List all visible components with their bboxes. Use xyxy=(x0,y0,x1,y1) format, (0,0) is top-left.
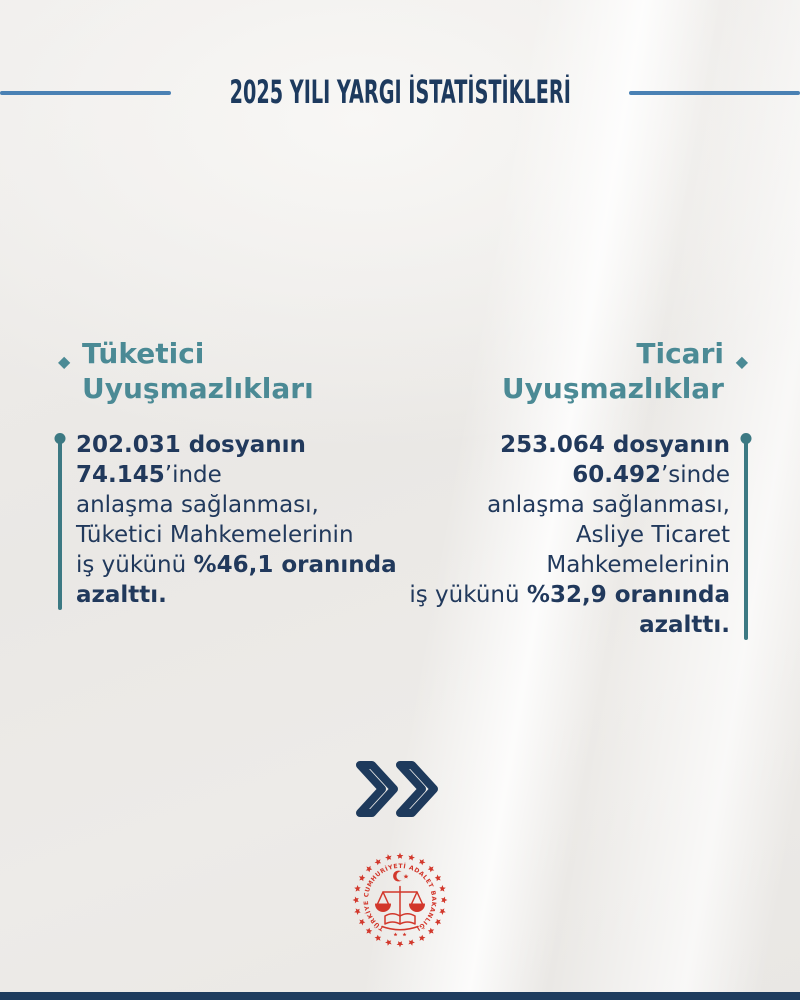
header-rule-left xyxy=(0,91,171,95)
stat-line: 253.064 dosyanın xyxy=(500,432,730,458)
stat-line: azalttı. xyxy=(639,612,730,638)
page-title: 2025 YILI YARGI İSTATİSTİKLERİ xyxy=(229,74,571,112)
commercial-title-line1: Ticari xyxy=(636,337,724,370)
stat-line: 74.145’inde xyxy=(76,462,222,488)
stat-line: azalttı. xyxy=(76,582,167,608)
consumer-stat-text xyxy=(76,430,398,610)
stat-line: Tüketici Mahkemelerinin xyxy=(76,522,354,548)
diamond-icon: ◆ xyxy=(735,352,748,371)
accent-line xyxy=(58,436,62,610)
crescent-star-icon xyxy=(393,871,408,882)
scales-of-justice-icon xyxy=(376,887,425,930)
header-rule-right xyxy=(629,91,800,95)
double-chevron-right-icon xyxy=(354,760,446,822)
consumer-stat-block xyxy=(58,430,398,610)
header xyxy=(0,75,800,111)
commercial-section xyxy=(408,336,748,640)
diamond-icon: ◆ xyxy=(58,352,71,371)
stat-line: 202.031 dosyanın xyxy=(76,432,306,458)
stat-line: anlaşma sağlanması, xyxy=(487,492,730,518)
stat-line: iş yükünü %32,9 oranında xyxy=(409,582,730,608)
ministry-of-justice-logo xyxy=(350,850,450,954)
stat-line: Asliye Ticaret Mahkemelerinin xyxy=(546,522,730,578)
logo-circular-text: TÜRKİYE CUMHURİYETİ ADALET BAKANLIĞI xyxy=(362,862,438,933)
consumer-section-title xyxy=(58,336,398,406)
consumer-section xyxy=(58,336,398,610)
stat-line: 60.492’sinde xyxy=(572,462,730,488)
commercial-stat-block xyxy=(408,430,748,640)
consumer-title-line2: Uyuşmazlıkları xyxy=(82,372,314,405)
commercial-section-title xyxy=(408,336,748,406)
consumer-title-line1: Tüketici xyxy=(82,337,205,370)
commercial-title-line2: Uyuşmazlıklar xyxy=(501,372,724,405)
commercial-stat-text xyxy=(408,430,730,640)
footer-bar xyxy=(0,992,800,1000)
stat-line: iş yükünü %46,1 oranında xyxy=(76,552,397,578)
accent-line xyxy=(744,436,748,640)
stat-line: anlaşma sağlanması, xyxy=(76,492,319,518)
